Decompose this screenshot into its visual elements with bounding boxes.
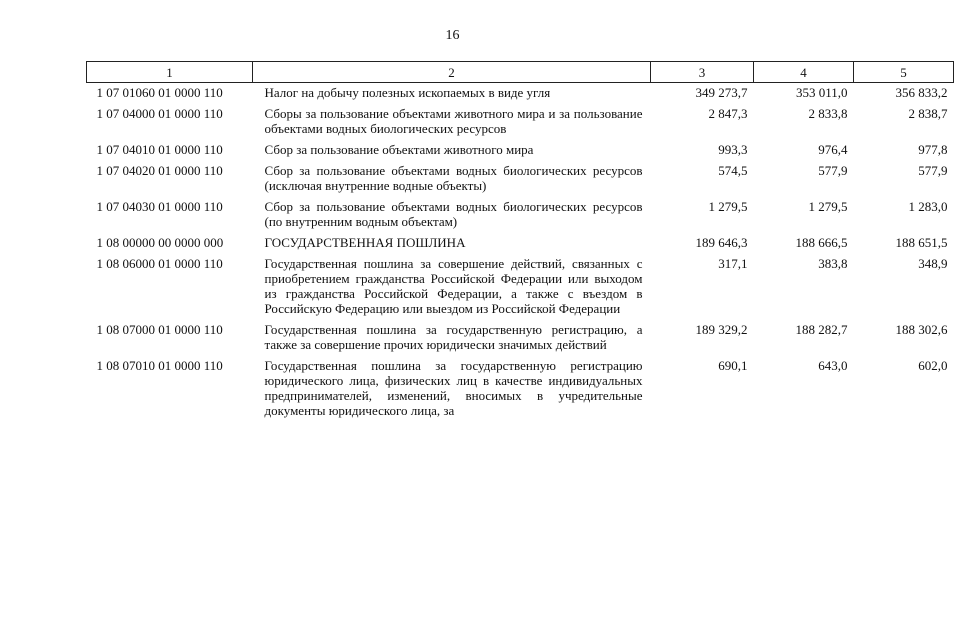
value-col-3: 1 279,5 [708,199,748,214]
budget-code: 1 08 07000 01 0000 110 [96,322,223,337]
table-row [87,254,954,320]
table-row [87,104,954,140]
budget-code: 1 07 04010 01 0000 110 [96,142,223,157]
value-col-4: 643,0 [818,358,848,373]
value-col-4: 353 011,0 [795,85,848,100]
table-row [87,197,954,233]
budget-code: 1 07 04000 01 0000 110 [96,106,223,121]
value-col-5: 2 838,7 [908,106,948,121]
value-col-3: 574,5 [718,163,748,178]
income-name: Сбор за пользование объектами водных биологических ресурсов (по внутренним водным объектам) [264,199,643,229]
budget-code: 1 07 01060 01 0000 110 [96,85,223,100]
value-col-5: 977,8 [918,142,948,157]
budget-code: 1 08 07010 01 0000 110 [96,358,223,373]
value-col-3: 993,3 [718,142,748,157]
value-col-5: 188 302,6 [895,322,948,337]
value-col-3: 317,1 [718,256,748,271]
income-name: ГОСУДАРСТВЕННАЯ ПОШЛИНА [264,235,466,250]
value-col-3: 349 273,7 [695,85,748,100]
value-col-4: 188 282,7 [795,322,848,337]
column-header-2: 2 [253,62,651,83]
value-col-5: 602,0 [918,358,948,373]
value-col-4: 188 666,5 [795,235,848,250]
income-name: Государственная пошлина за государственную регистрацию юридического лица, физических лиц в качестве индивидуальных предпринимателей, изменений, вносимых в учредительные документы юридического лица, за [264,358,643,418]
table-row [87,233,954,254]
income-name: Налог на добычу полезных ископаемых в виде угля [264,85,551,100]
value-col-5: 348,9 [918,256,948,271]
value-col-5: 356 833,2 [895,85,948,100]
value-col-5: 577,9 [918,163,948,178]
budget-code: 1 07 04020 01 0000 110 [96,163,223,178]
value-col-5: 1 283,0 [908,199,948,214]
table-row [87,161,954,197]
table-row [87,320,954,356]
income-name: Государственная пошлина за государственную регистрацию, а также за совершение прочих юридически значимых действий [264,322,643,352]
value-col-4: 577,9 [818,163,848,178]
table-row [87,356,954,422]
column-header-5: 5 [854,62,954,83]
page-number: 16 [445,28,460,43]
value-col-4: 1 279,5 [808,199,848,214]
budget-code: 1 08 06000 01 0000 110 [96,256,223,271]
value-col-4: 383,8 [818,256,848,271]
budget-table [86,61,954,422]
budget-code: 1 08 00000 00 0000 000 [96,235,224,250]
value-col-3: 189 329,2 [695,322,748,337]
table-header-row [87,62,954,83]
column-header-1: 1 [87,62,253,83]
value-col-4: 976,4 [818,142,848,157]
value-col-3: 189 646,3 [695,235,748,250]
value-col-4: 2 833,8 [808,106,848,121]
column-header-4: 4 [754,62,854,83]
value-col-3: 2 847,3 [708,106,748,121]
income-name: Сбор за пользование объектами животного мира [264,142,534,157]
value-col-5: 188 651,5 [895,235,948,250]
income-name: Государственная пошлина за совершение действий, связанных с приобретением гражданства Российской Федерации или выходом из гражданства Российской Федерации, а также с въездом в Российскую Федерацию или выездом из Российской Федерации [264,256,643,316]
table-row [87,83,954,105]
budget-code: 1 07 04030 01 0000 110 [96,199,223,214]
table-row [87,140,954,161]
column-header-3: 3 [651,62,754,83]
income-name: Сбор за пользование объектами водных биологических ресурсов (исключая внутренние водные объекты) [264,163,643,193]
income-name: Сборы за пользование объектами животного мира и за пользование объектами водных биологических ресурсов [264,106,643,136]
value-col-3: 690,1 [718,358,748,373]
